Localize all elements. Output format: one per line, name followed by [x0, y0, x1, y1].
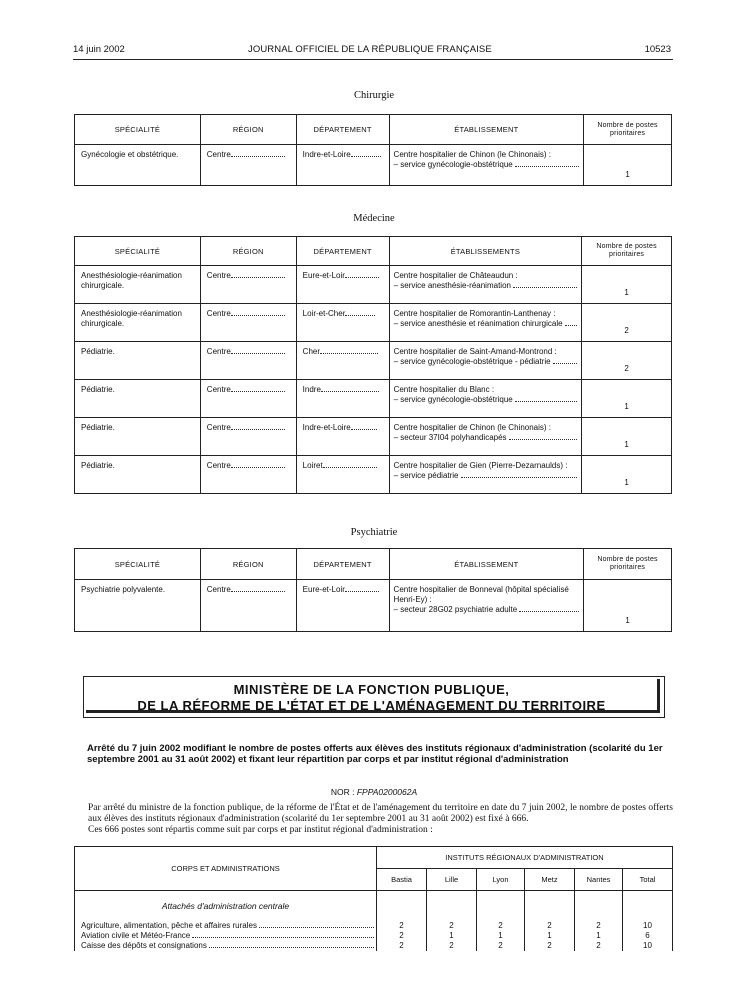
- arrete-title: Arrêté du 7 juin 2002 modifiant le nombre de postes offerts aux élèves des instituts régionaux d'administration (scolarité du 1er septembre 2001 au 31 août 2002) et fixant leur répartition par corps et par institut régional d'administration: [87, 743, 663, 765]
- table-row: [75, 418, 672, 456]
- cell-value: 2: [427, 921, 477, 931]
- table-row: [75, 931, 673, 941]
- row-label: Aviation civile et Météo-France: [81, 930, 191, 940]
- cell-region: Centre: [206, 150, 231, 159]
- col-header-nombre-postes: Nombre de postes prioritaires: [584, 549, 672, 580]
- header-date: 14 juin 2002: [73, 44, 125, 55]
- header-journal-title: JOURNAL OFFICIEL DE LA RÉPUBLIQUE FRANÇAISE: [248, 44, 492, 55]
- section-title-chirurgie: Chirurgie: [353, 90, 395, 101]
- cell-departement: Indre-et-Loire: [302, 150, 351, 159]
- cell-value: 2: [575, 921, 623, 931]
- cell-etab-line2: – service anesthésie-réanimation: [393, 281, 511, 290]
- table-ira-repartition: [74, 846, 673, 951]
- table-header-row: [75, 549, 672, 580]
- table-header-row: [75, 237, 672, 266]
- cell-value: 2: [377, 921, 427, 931]
- cell-etab-line1: Centre hospitalier de Romorantin-Lanthenay :: [393, 309, 556, 318]
- cell-value: 1: [575, 931, 623, 941]
- nor-label: NOR :: [330, 787, 355, 797]
- table-header-row: [75, 115, 672, 145]
- cell-etab-line1: Centre hospitalier de Chinon (le Chinonais) :: [393, 150, 551, 159]
- col-header-bastia: Bastia: [377, 869, 427, 891]
- cell-etab-line2: – secteur 28G02 psychiatrie adulte: [393, 605, 518, 614]
- table-row: [75, 145, 672, 186]
- cell-etab-line2: – service pédiatrie: [393, 471, 459, 480]
- cell-specialite: Pédiatrie.: [81, 347, 115, 356]
- ministry-title-line2: DE LA RÉFORME DE L'ÉTAT ET DE L'AMÉNAGEMENT DU TERRITOIRE: [137, 698, 606, 713]
- table-medecine: [74, 236, 672, 494]
- cell-etab-line1: Centre hospitalier de Chinon (le Chinonais) :: [393, 423, 551, 432]
- cell-specialite: Anesthésiologie-réanimation chirurgicale.: [81, 309, 182, 328]
- cell-region: Centre: [206, 585, 231, 594]
- cell-value: 2: [575, 941, 623, 951]
- cell-value: 1: [477, 931, 525, 941]
- table-psychiatrie: [74, 548, 672, 632]
- cell-value: 2: [525, 941, 575, 951]
- col-header-departement: DÉPARTEMENT: [296, 115, 389, 145]
- table-row: [75, 921, 673, 931]
- cell-nombre-postes: 1: [584, 145, 672, 186]
- cell-departement: Eure-et-Loir: [302, 585, 345, 594]
- cell-nombre-postes: 1: [582, 456, 672, 494]
- cell-region: Centre: [206, 347, 231, 356]
- cell-etab-line2: – service gynécologie-obstétrique: [393, 160, 513, 169]
- row-label: Agriculture, alimentation, pêche et affaires rurales: [81, 920, 257, 930]
- cell-etab-line1: Centre hospitalier de Gien (Pierre-Dezarnaulds) :: [393, 461, 568, 470]
- section-title-psychiatrie: Psychiatrie: [350, 527, 398, 538]
- nor-reference: [0, 787, 748, 797]
- cell-specialite: Gynécologie et obstétrique.: [81, 150, 179, 159]
- cell-nombre-postes: 1: [582, 418, 672, 456]
- col-header-corps: CORPS ET ADMINISTRATIONS: [75, 847, 377, 891]
- cell-value: 2: [377, 931, 427, 941]
- cell-value: 10: [623, 921, 673, 931]
- cell-etab-line1: Centre hospitalier de Châteaudun :: [393, 271, 518, 280]
- cell-value: 2: [477, 921, 525, 931]
- cell-nombre-postes: 1: [582, 266, 672, 304]
- cell-region: Centre: [206, 423, 231, 432]
- col-header-etablissement: ÉTABLISSEMENT: [389, 549, 584, 580]
- table-row: [75, 580, 672, 632]
- cell-etab-line1: Centre hospitalier de Saint-Amand-Montrond :: [393, 347, 557, 356]
- arrete-paragraph-1: Par arrêté du ministre de la fonction publique, de la réforme de l'État et de l'aménagement du territoire en date du 7 juin 2002, le nombre de postes offerts aux élèves des instituts régionaux d'administration (scolarité du 1er septembre 2001 au 31 août 2002) est fixé à 666.: [88, 803, 673, 824]
- cell-region: Centre: [206, 461, 231, 470]
- ministry-title-line1: MINISTÈRE DE LA FONCTION PUBLIQUE,: [233, 682, 510, 697]
- cell-specialite: Pédiatrie.: [81, 385, 115, 394]
- cell-region: Centre: [206, 309, 231, 318]
- cell-nombre-postes: 1: [582, 380, 672, 418]
- col-header-etablissements: ÉTABLISSEMENTS: [389, 237, 582, 266]
- col-header-etablissement: ÉTABLISSEMENT: [389, 115, 584, 145]
- cell-etab-line1: Centre hospitalier du Blanc :: [393, 385, 495, 394]
- cell-value: 2: [377, 941, 427, 951]
- table-row: [75, 266, 672, 304]
- table-row: [75, 941, 673, 951]
- col-header-metz: Metz: [525, 869, 575, 891]
- cell-departement: Loir-et-Cher: [302, 309, 346, 318]
- col-header-nombre-postes: Nombre de postes prioritaires: [584, 115, 672, 145]
- col-header-departement: DÉPARTEMENT: [296, 549, 389, 580]
- table-row: [75, 456, 672, 494]
- cell-specialite: Anesthésiologie-réanimation chirurgicale.: [81, 271, 182, 290]
- cell-specialite: Pédiatrie.: [81, 461, 115, 470]
- table-chirurgie: [74, 114, 672, 186]
- subheading-attaches: Attachés d'administration centrale: [75, 891, 377, 921]
- cell-value: 10: [623, 941, 673, 951]
- cell-etab-line2: – service gynécologie-obstétrique - pédiatrie: [393, 357, 551, 366]
- arrete-paragraph-2: Ces 666 postes sont répartis comme suit par corps et par institut régional d'administration :: [88, 825, 433, 835]
- cell-value: 6: [623, 931, 673, 941]
- col-header-specialite: SPÉCIALITÉ: [75, 237, 201, 266]
- cell-specialite: Pédiatrie.: [81, 423, 115, 432]
- section-title-medecine: Médecine: [353, 213, 395, 224]
- table-row: [75, 304, 672, 342]
- col-header-region: RÉGION: [200, 549, 296, 580]
- cell-departement: Cher: [302, 347, 321, 356]
- col-header-departement: DÉPARTEMENT: [296, 237, 389, 266]
- cell-specialite: Psychiatrie polyvalente.: [81, 585, 166, 594]
- cell-etab-line2: – service gynécologie-obstétrique: [393, 395, 513, 404]
- col-header-nantes: Nantes: [575, 869, 623, 891]
- cell-departement: Indre: [302, 385, 321, 394]
- cell-etab-line1: Centre hospitalier de Bonneval (hôpital spécialisé Henri-Ey) :: [393, 585, 569, 604]
- col-header-specialite: SPÉCIALITÉ: [75, 115, 201, 145]
- cell-value: 1: [427, 931, 477, 941]
- header-page-number: 10523: [644, 44, 671, 55]
- header-rule: [73, 59, 673, 60]
- cell-value: 2: [477, 941, 525, 951]
- col-header-specialite: SPÉCIALITÉ: [75, 549, 201, 580]
- cell-value: 1: [525, 931, 575, 941]
- col-header-lyon: Lyon: [477, 869, 525, 891]
- cell-nombre-postes: 2: [582, 304, 672, 342]
- cell-etab-line2: – service anesthésie et réanimation chirurgicale: [393, 319, 563, 328]
- ministry-banner: [83, 676, 665, 718]
- table-row: [75, 380, 672, 418]
- cell-region: Centre: [206, 385, 231, 394]
- cell-nombre-postes: 1: [584, 580, 672, 632]
- cell-departement: Eure-et-Loir: [302, 271, 345, 280]
- col-group-header-ira: INSTITUTS RÉGIONAUX D'ADMINISTRATION: [377, 847, 673, 869]
- page-header: [73, 44, 671, 58]
- cell-nombre-postes: 2: [582, 342, 672, 380]
- col-header-nombre-postes: Nombre de postes prioritaires: [582, 237, 672, 266]
- cell-etab-line2: – secteur 37I04 polyhandicapés: [393, 433, 507, 442]
- cell-departement: Indre-et-Loire: [302, 423, 351, 432]
- col-header-total: Total: [623, 869, 673, 891]
- row-label: Caisse des dépôts et consignations: [81, 940, 207, 950]
- col-header-region: RÉGION: [200, 237, 296, 266]
- table-row: [75, 342, 672, 380]
- col-header-region: RÉGION: [200, 115, 296, 145]
- col-header-lille: Lille: [427, 869, 477, 891]
- cell-departement: Loiret: [302, 461, 323, 470]
- cell-value: 2: [525, 921, 575, 931]
- nor-code: FPPA0200062A: [356, 787, 418, 797]
- cell-region: Centre: [206, 271, 231, 280]
- cell-value: 2: [427, 941, 477, 951]
